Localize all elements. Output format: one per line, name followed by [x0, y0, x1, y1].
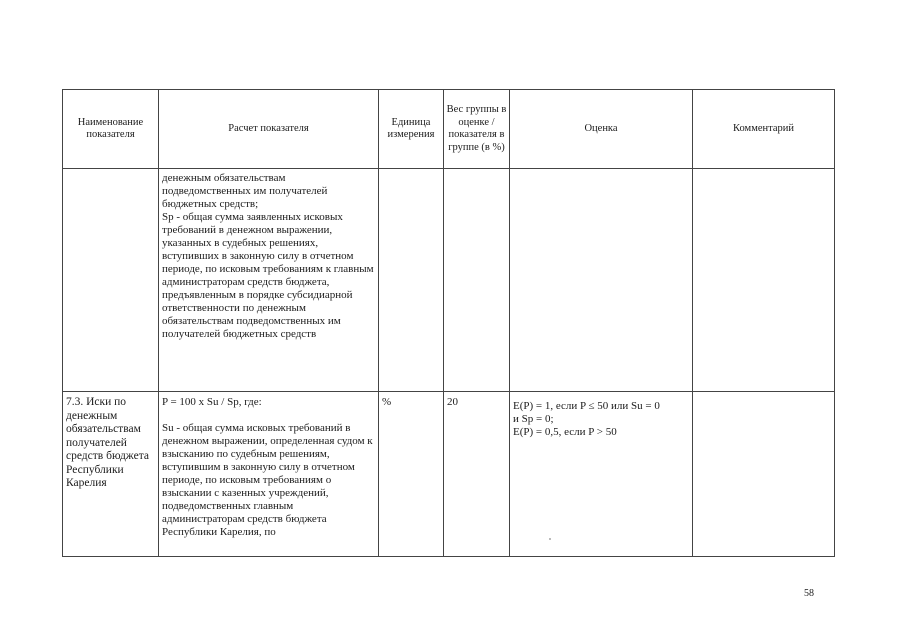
table-row: [63, 392, 835, 557]
scan-speck: [549, 538, 551, 540]
header-comment: Комментарий: [693, 90, 835, 169]
cont-calc-line-1: денежным обязательствам подведомственных им получателей бюджетных средств;: [162, 172, 328, 210]
score-line-3: E(P) = 0,5, если P > 50: [513, 426, 617, 438]
table-header-row: [63, 90, 835, 169]
cont-calc-cell: [159, 169, 379, 392]
unit-value: %: [382, 396, 392, 408]
comment-cell: [693, 392, 835, 557]
header-indicator-name: Наименование показателя: [63, 90, 159, 169]
table-row: [63, 169, 835, 392]
cont-score-cell: [510, 169, 693, 392]
header-score: Оценка: [510, 90, 693, 169]
header-weight: Вес группы в оценке / показателя в группе (в %): [444, 90, 510, 169]
cont-unit-cell: [379, 169, 444, 392]
calc-formula: P = 100 x Su / Sp, где:: [162, 396, 262, 408]
indicator-name-cell: [63, 392, 159, 557]
score-line-2: и Sp = 0;: [513, 413, 554, 425]
cont-weight-cell: [444, 169, 510, 392]
header-unit: Единица измерения: [379, 90, 444, 169]
calc-cell: [159, 392, 379, 557]
calc-description: Su - общая сумма исковых требований в денежном выражении, определенная судом к взысканию по судебным решениям, вступившим в законную силу в отчетном периоде, по исковым требованиям о взыскании с казенных учреждений, подведомственных главным администраторам средств бюджета Республики Карелия, по: [162, 422, 373, 538]
comment-value: [693, 392, 834, 396]
header-calculation: Расчет показателя: [159, 90, 379, 169]
cont-comment-cell: [693, 169, 835, 392]
indicator-name: 7.3. Иски по денежным обязательствам получателей средств бюджета Республики Карелия: [66, 396, 149, 489]
score-line-1: E(P) = 1, если P ≤ 50 или Su = 0: [513, 400, 660, 412]
unit-cell: [379, 392, 444, 557]
page-number: 58: [804, 588, 814, 599]
score-cell: [510, 392, 693, 557]
weight-cell: [444, 392, 510, 557]
weight-value: 20: [447, 396, 458, 408]
cont-name-cell: [63, 169, 159, 392]
indicator-table: [62, 89, 835, 557]
cont-calc-line-2: Sp - общая сумма заявленных исковых требований в денежном выражении, указанных в судебных решениях, вступивших в законную силу в отчетном периоде, по исковым требованиям к главным администраторам средств бюджета, предъявленным в порядке субсидиарной ответственности по денежным обязательствам подведомственных им получателей бюджетных средств: [162, 211, 374, 340]
